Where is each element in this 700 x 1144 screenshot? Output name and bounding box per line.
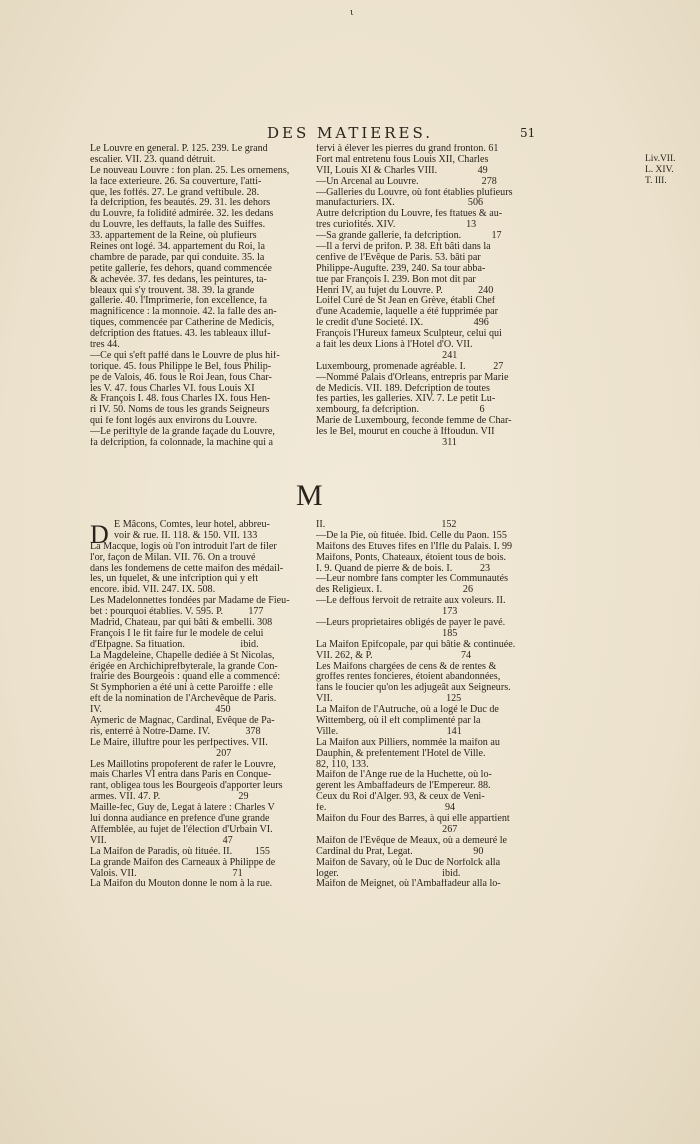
index-entry-line: Les Maifons chargées de cens & de rentes &	[316, 661, 497, 672]
index-entry-line: Philippe-Augufte. 239, 240. Sa tour abba-	[316, 263, 486, 274]
index-entry-line: tue par François I. 239. Bon mot dit par	[316, 274, 476, 285]
index-column-right-bottom	[316, 520, 536, 890]
index-entry-line: La Maifon du Mouton donne le nom à la rue.	[90, 879, 273, 890]
index-entry-line: les le Bel, mourut en couche à Iffoudun. VII	[316, 427, 495, 438]
index-entry-line: —Leur nombre fans compter les Communautés	[316, 574, 509, 585]
index-entry-line: La Maifon Epifcopale, par qui bâtie & continuée.	[316, 639, 516, 650]
section-letter: M	[296, 479, 323, 512]
index-entry-line: Les Madelonnettes fondées par Madame de Fieu-	[90, 596, 290, 607]
index-entry-line: Aymeric de Magnac, Cardinal, Evêque de Pa-	[90, 716, 275, 727]
index-entry-line: torique. 45. fous Philippe le Bel, fous Philip-	[90, 361, 272, 372]
index-entry-line: —Galleries du Louvre, où font établies plufieurs	[316, 187, 513, 198]
index-entry-line: —Un Arcenal au Louvre. 278	[316, 176, 497, 187]
index-entry-line: —Ce qui s'eft paffé dans le Louvre de plus hif-	[90, 350, 280, 361]
index-entry-line: Maille-fec, Guy de, Legat à latere : Charles V	[90, 803, 275, 814]
index-entry-line: —Le deffous fervoit de retraite aux voleurs. II.	[316, 596, 506, 607]
index-entry-line: Dauphin, & prefentement l'Hotel de Ville.	[316, 748, 486, 759]
index-entry-line: II. 152	[316, 520, 457, 530]
margin-mark-3: T. III.	[645, 175, 667, 186]
index-entry-line: Le nouveau Louvre : fon plan. 25. Les ornemens,	[90, 165, 290, 176]
index-column-right-top	[316, 144, 536, 449]
index-entry-line: defcription des ftatues. 43. les tableaux illuf-	[90, 329, 271, 340]
index-entry-line: bleaux qui s'y trouvent. 38. 39. la grande	[90, 285, 255, 296]
index-entry-line: 311	[316, 438, 457, 449]
index-entry-line: ris, enterré à Notre-Dame. IV. 378	[90, 726, 261, 737]
index-entry-line: d'une Academie, laquelle a été fupprimée par	[316, 307, 499, 318]
index-entry-line: 185	[316, 628, 458, 639]
index-entry-line: Marie de Luxembourg, feconde femme de Char-	[316, 416, 512, 427]
index-entry-line: a fait les deux Lions à l'Hotel d'O. VII.	[316, 340, 473, 351]
index-entry-line: & achevée. 37. fes dedans, les peintures, ta-	[90, 274, 267, 285]
index-entry-line: St Symphorien a été uni à cette Paroiffe : elle	[90, 683, 273, 694]
index-entry-line: 33. appartement de la Reine, où plufieurs	[90, 231, 257, 242]
index-entry-line: I. 9. Quand de pierre & de bois. I. 23	[316, 563, 491, 574]
margin-mark-2: L. XIV.	[645, 164, 674, 175]
index-entry-line: —Il a fervi de prifon. P. 38. Eft bâti dans la	[316, 242, 491, 253]
index-entry-line: du Louvre, les deffauts, la falle des Suiffes.	[90, 220, 266, 231]
index-entry-line: Le Louvre en general. P. 125. 239. Le grand	[90, 144, 268, 154]
index-entry-line: François l'Hureux fameux Sculpteur, celui qui	[316, 329, 502, 340]
index-entry-line: Wittemberg, où il eft complimenté par la	[316, 716, 481, 727]
index-entry-line: & François I. 48. fous Charles IX. fous Hen-	[90, 394, 271, 405]
running-title: DES MATIERES.	[266, 124, 434, 142]
index-entry-line: gallerie. 40. l'Imprimerie, fon excellence, fa	[90, 296, 267, 307]
index-entry-line: eft de la nomination de l'Archevêque de Paris.	[90, 694, 277, 705]
index-entry-line: qui fe font logés aux environs du Louvre.	[90, 416, 258, 427]
index-entry-line: dans les fondemens de cette maifon des médail-	[90, 563, 284, 574]
index-entry-line: La Macque, logis où l'on introduit l'art de filer	[90, 541, 277, 552]
index-entry-line: gerent les Ambaffadeurs de l'Empereur. 88.	[316, 781, 491, 792]
index-entry-line: Maifon du Four des Barres, à qui elle appartient	[316, 814, 510, 825]
index-column-left-bottom	[90, 520, 315, 890]
index-entry-line: Le Maire, illuftre pour les perfpectives. VII.	[90, 737, 268, 748]
index-entry-line: Maifon de Meignet, où l'Ambaffadeur alla lo-	[316, 879, 501, 890]
index-entry-line: VII, Louis XI & Charles VIII. 49	[316, 165, 488, 176]
index-entry-line: encore. ibid. VII. 247. IX. 508.	[90, 585, 216, 596]
index-entry-line: 241	[316, 350, 458, 361]
index-entry-line: —Le periftyle de la grande façade du Louvre,	[90, 427, 275, 438]
index-entry-line: La grande Maifon des Carneaux à Philippe de	[90, 857, 276, 868]
index-entry-line: Maifon de l'Ange rue de la Huchette, où lo-	[316, 770, 492, 781]
index-entry-line: l'or, façon de Milan. VII. 76. On a trouvé	[90, 552, 256, 563]
index-entry-line: VII. 262, & P. 74	[316, 650, 472, 661]
index-entry-line: La Maifon aux Pilliers, nommée la maifon au	[316, 737, 500, 748]
index-entry-line: Madrid, Chateau, par qui bâti & embelli. 308	[90, 618, 273, 629]
margin-annotations	[645, 153, 676, 186]
index-entry-line: frairie des Bourgeois : quand elle a commencé:	[90, 672, 281, 683]
index-entry-line: fe. 94	[316, 803, 456, 814]
index-entry-line: manufacturiers. IX. 506	[316, 198, 484, 209]
index-entry-line: Maifons, Ponts, Chateaux, étoient tous de bois.	[316, 552, 507, 563]
dropcap: D	[90, 520, 109, 549]
index-entry-line: IV. 450	[90, 705, 231, 716]
index-entry-line: VII. 125	[316, 694, 462, 705]
index-entry-line: les V. 47. fous Charles VI. fous Louis XI	[90, 383, 255, 394]
index-entry-line: tres 44.	[90, 340, 120, 351]
index-entry-line: Fort mal entretenu fous Louis XII, Charles	[316, 154, 489, 165]
index-entry-line: La Maifon de l'Autruche, où a logé le Duc de	[316, 705, 499, 716]
index-entry-line: tres curiofités. XIV. 13	[316, 220, 477, 231]
index-entry-line: Ceux du Roi d'Alger. 93, & ceux de Veni-	[316, 792, 485, 803]
index-entry-line: —Nommé Palais d'Orleans, entrepris par Marie	[316, 372, 509, 383]
index-entry-line: fans le foucier qu'on les adjugeât aux Seigneurs.	[316, 683, 511, 694]
index-entry-line: loger. ibid.	[316, 868, 461, 879]
index-entry-line: Reines ont logé. 34. appartement du Roi, la	[90, 242, 265, 253]
index-entry-line: Les Maillotins propoferent de rafer le Louvre,	[90, 759, 276, 770]
index-entry-line: —Sa grande gallerie, fa defcription. 17	[316, 231, 502, 242]
margin-mark-1: Liv.VII.	[645, 154, 676, 164]
index-entry-line: Henri IV, au fujet du Louvre. P. 240	[316, 285, 494, 296]
index-entry-line: 173	[316, 607, 458, 618]
index-entry-line: Loifel Curé de St Jean en Grève, établi Chef	[316, 296, 496, 307]
index-entry-line: Valois. VII. 71	[90, 868, 243, 879]
index-entry-line: Ville. 141	[316, 726, 462, 737]
index-entry-line: tiques, commencée par Catherine de Medicis,	[90, 318, 275, 329]
index-entry-line: du Louvre, fa folidité admirée. 32. les dedans	[90, 209, 274, 220]
index-entry-line: ri IV. 50. Noms de tous les grands Seigneurs	[90, 405, 270, 416]
index-entry-line: mais Charles VI entra dans Paris en Conque-	[90, 770, 272, 781]
index-entry-line: Maifons des Etuves fifes en l'Ifle du Palais. I. 99	[316, 541, 513, 552]
index-entry-line: fa defcription, fes beautés. 29. 31. les dehors	[90, 198, 271, 209]
index-column-left-top	[90, 144, 315, 449]
index-entry-line: groffes rentes foncieres, étoient abandonnées,	[316, 672, 501, 683]
index-entry-line: armes. VII. 47. P. 29	[90, 792, 249, 803]
index-entry-line: fervi à élever les pierres du grand fronton. 61	[316, 144, 499, 154]
index-entry-line: le credit d'une Societé. IX. 496	[316, 318, 489, 329]
index-entry-line: 267	[316, 824, 458, 835]
index-entry-line: érigée en Archichiprefbyterale, la grande Con-	[90, 661, 278, 672]
index-entry-line: François I le fit faire fur le modele de celui	[90, 628, 264, 639]
index-entry-line: pe de Valois, 46. fous le Roi Jean, fous Char-	[90, 372, 272, 383]
index-entry-line: escalier. VII. 23. quand détruit.	[90, 154, 216, 165]
top-mark: ι	[350, 8, 354, 18]
index-entry-line: magnificence : la monnoie. 42. la falle des an-	[90, 307, 277, 318]
index-entry-line: Maifon de l'Evêque de Meaux, où a demeuré le	[316, 835, 508, 846]
index-entry-line: Luxembourg, promenade agréable. I. 27	[316, 361, 504, 372]
index-entry-line: que, les foffés. 27. Le grand veftibule. 28.	[90, 187, 260, 198]
index-entry-line: bet : pourquoi établies. V. 595. P. 177	[90, 607, 264, 618]
index-entry-line: d'Efpagne. Sa fituation. ibid.	[90, 639, 259, 650]
index-entry-line: rant, obligea tous les Bourgeois d'apporter leurs	[90, 781, 283, 792]
index-entry-line: —De la Pie, où fituée. Ibid. Celle du Paon. 155	[316, 530, 507, 541]
index-entry-line: 207	[90, 748, 232, 759]
index-entry-line: xembourg, fa defcription. 6	[316, 405, 485, 416]
index-entry-line: —Leurs proprietaires obligés de payer le pavé.	[316, 618, 506, 629]
index-entry-line: VII. 47	[90, 835, 233, 846]
index-entry-line: La Magdeleine, Chapelle dediée à St Nicolas,	[90, 650, 275, 661]
index-entry-line: cenfive de l'Evêque de Paris. 53. bâti par	[316, 252, 481, 263]
index-entry-line: petite gallerie, fes dehors, quand commencée	[90, 263, 272, 274]
index-entry-line: les, un fquelet, & une infcription qui y eft	[90, 574, 259, 585]
index-entry-line: E Mâcons, Comtes, leur hotel, abbreu-	[114, 520, 270, 530]
index-entry-line: Autre defcription du Louvre, fes ftatues & au-	[316, 209, 503, 220]
index-entry-line: voir & rue. II. 118. & 150. VII. 133	[114, 530, 258, 541]
index-entry-line: lui donna audiance en prefence d'une grande	[90, 814, 270, 825]
index-entry-line: fes parties, les galleries. XIV. 7. Le petit Lu-	[316, 394, 496, 405]
index-entry-line: fa defcription, fa colonnade, la machine qui a	[90, 438, 274, 449]
index-entry-line: Affemblée, au fujet de l'élection d'Urbain VI.	[90, 824, 273, 835]
index-entry-line: Maifon de Savary, où le Duc de Norfolck alla	[316, 857, 501, 868]
index-entry-line: chambre de parade, par qui conduite. 35. la	[90, 252, 265, 263]
index-entry-line: la face exterieure. 26. Sa couverture, l'atti-	[90, 176, 262, 187]
index-entry-line: Cardinal du Prat, Legat. 90	[316, 846, 484, 857]
index-entry-line: 82, 110, 133.	[316, 759, 369, 770]
page-number: 51	[520, 126, 536, 140]
index-entry-line: de Medicis. VII. 189. Defcription de toutes	[316, 383, 490, 394]
index-entry-line: des Religieux. I. 26	[316, 585, 474, 596]
index-entry-line: La Maifon de Paradis, où fituée. II. 155	[90, 846, 270, 857]
